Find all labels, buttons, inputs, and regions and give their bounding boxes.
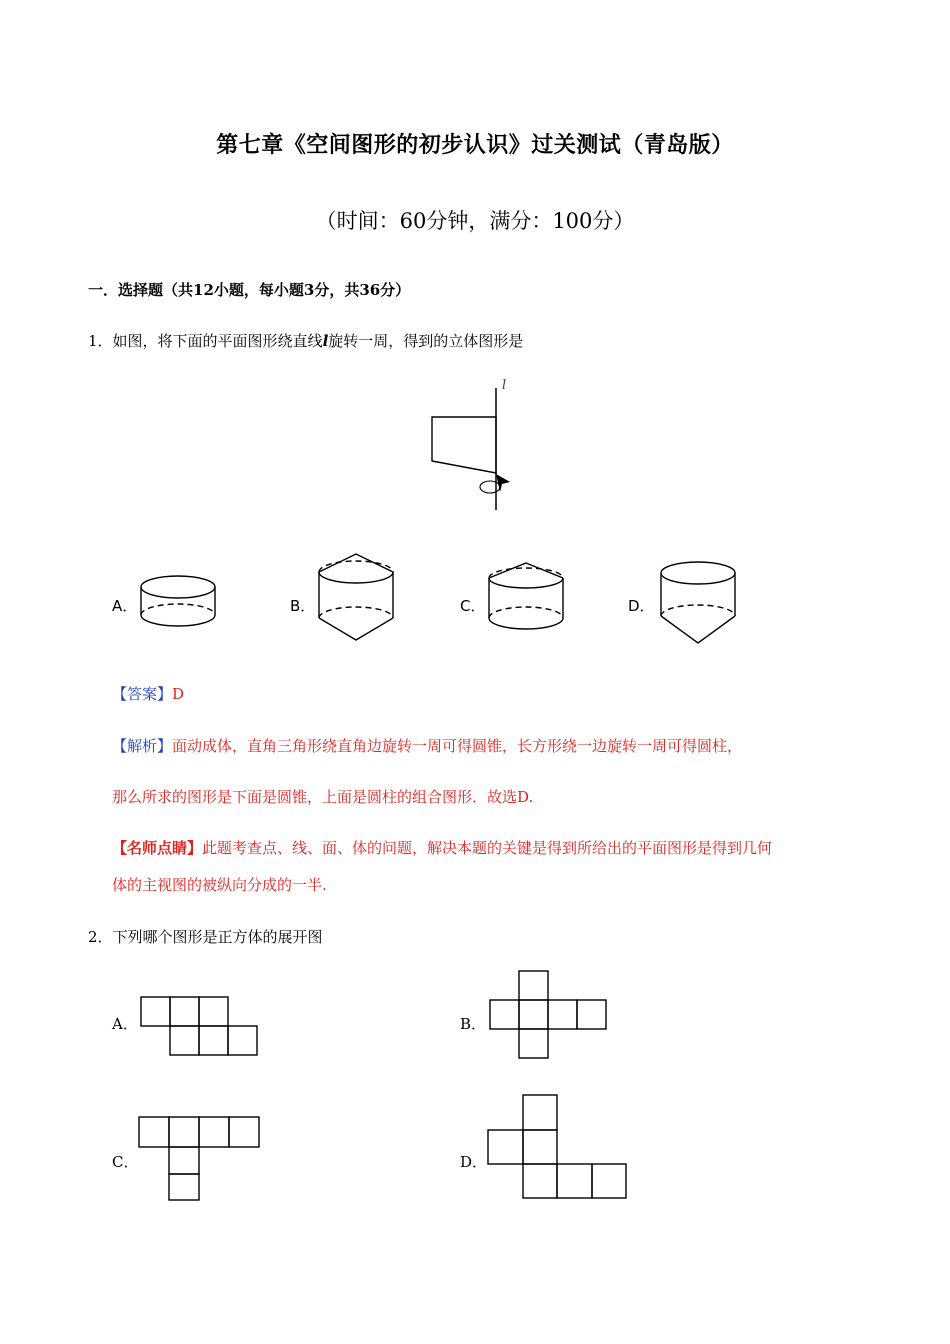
- question-1: [88, 330, 523, 351]
- question-number: 2．: [88, 928, 113, 946]
- q2-option-c-label: C．: [112, 1153, 139, 1171]
- q2-option-d-label: D．: [460, 1153, 488, 1171]
- rotation-figure: [420, 378, 530, 513]
- q2-option-b-label: B．: [460, 1015, 487, 1033]
- tip-tag: 【名师点睛】: [112, 839, 203, 857]
- trapezoid-shape: [432, 417, 496, 473]
- answer-value: D: [172, 685, 185, 703]
- question-text-end: 旋转一周，得到的立体图形是: [328, 332, 524, 350]
- option-a-label: A．: [112, 597, 138, 615]
- analysis-text-1: 面动成体，直角三角形绕直角边旋转一周可得圆锥，长方形绕一边旋转一周可得圆柱，: [172, 737, 743, 755]
- option-d-label: D．: [628, 597, 655, 615]
- answer-tag: 【答案】: [112, 685, 173, 703]
- q2-option-b-net: [489, 970, 609, 1062]
- section-heading: 一．选择题（共12小题，每小题3分，共36分）: [88, 281, 411, 299]
- q2-option-d-net: [487, 1094, 629, 1202]
- option-d-cylinder-cone: [660, 558, 740, 654]
- analysis-end: .: [528, 788, 534, 806]
- answer-line: [112, 683, 184, 704]
- question-text: 下列哪个图形是正方体的展开图: [112, 928, 323, 946]
- analysis-line-2: [112, 786, 533, 807]
- exam-info: （时间：60分钟，满分：100分）: [315, 209, 635, 233]
- question-2: [88, 926, 323, 947]
- analysis-text-2: 那么所求的图形是下面是圆锥，上面是圆柱的组合图形．故选: [112, 788, 518, 806]
- option-c-cone-cylinder: [488, 560, 568, 638]
- page-title: 第七章《空间图形的初步认识》过关测试（青岛版）: [216, 132, 734, 158]
- question-number: 1．: [88, 332, 113, 350]
- rotation-arrow-ring: [480, 481, 500, 493]
- q2-option-a-net: [140, 996, 260, 1058]
- analysis-tag: 【解析】: [112, 737, 173, 755]
- tip-line-1: [112, 837, 772, 858]
- axis-variable: l: [322, 332, 329, 350]
- q2-option-c-net: [138, 1116, 262, 1202]
- option-b-cylinder-double-cone: [318, 550, 398, 654]
- option-b-label: B．: [290, 597, 316, 615]
- option-c-label: C．: [460, 597, 486, 615]
- arrowhead-icon: [496, 474, 510, 492]
- analysis-line-1: [112, 735, 742, 756]
- question-text: 如图，将下面的平面图形绕直线: [112, 332, 323, 350]
- analysis-choice: D: [517, 788, 529, 806]
- q2-option-a-label: A．: [112, 1015, 138, 1033]
- tip-text-1: 此题考查点、线、面、体的问题，解决本题的关键是得到所给出的平面图形是得到几何: [202, 839, 773, 857]
- option-a-cylinder: [140, 572, 220, 634]
- axis-label: l: [502, 378, 507, 393]
- tip-line-2: 体的主视图的被纵向分成的一半.: [112, 876, 327, 894]
